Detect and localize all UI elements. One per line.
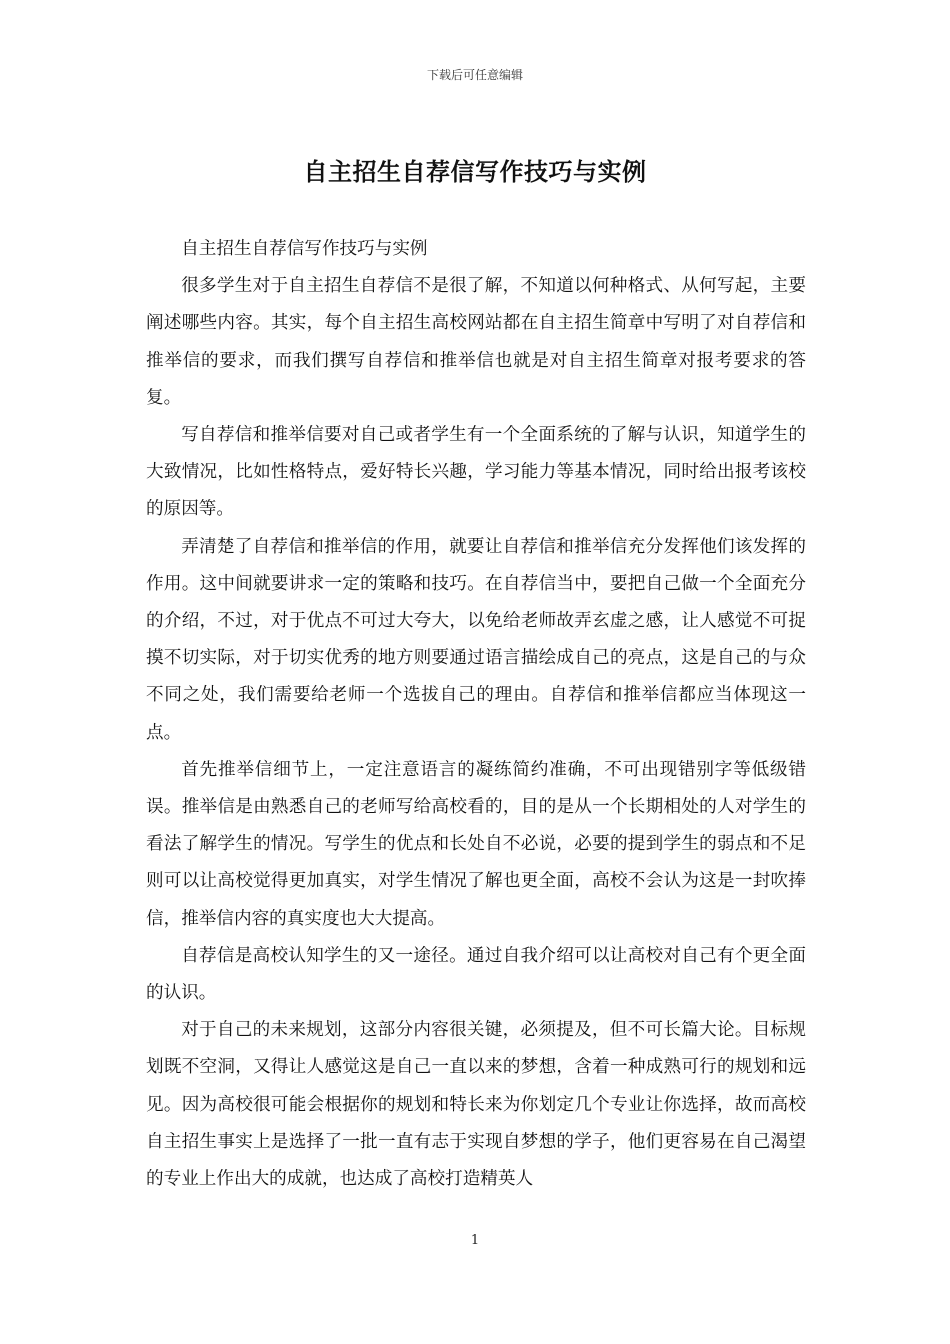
paragraph: 弄清楚了自荐信和推举信的作用，就要让自荐信和推举信充分发挥他们该发挥的作用。这中间就要讲求一定的策略和技巧。在自荐信当中，要把自己做一个全面充分的介绍，不过，对于优点不可过大夸大，以免给老师故弄玄虚之感，让人感觉不可捉摸不切实际，对于切实优秀的地方则要通过语言描绘成自己的亮点，这是自己的与众不同之处，我们需要给老师一个选拔自己的理由。自荐信和推举信都应当体现这一点。 xyxy=(146,536,806,743)
paragraph: 自荐信是高校认知学生的又一途径。通过自我介绍可以让高校对自己有个更全面的认识。 xyxy=(146,945,806,1004)
paragraph: 对于自己的未来规划，这部分内容很关键，必须提及，但不可长篇大论。目标规划既不空洞，又得让人感觉这是自己一直以来的梦想，含着一种成熟可行的规划和远见。因为高校很可能会根据你的规划和特长来为你划定几个专业让你选择，故而高校自主招生事实上是选择了一批一直有志于实现自梦想的学子，他们更容易在自己渴望的专业上作出大的成就，也达成了高校打造精英人 xyxy=(146,1020,806,1190)
paragraph: 首先推举信细节上，一定注意语言的凝练简约准确，不可出现错别字等低级错误。推举信是由熟悉自己的老师写给高校看的，目的是从一个长期相处的人对学生的看法了解学生的情况。写学生的优点和长处自不必说，必要的提到学生的弱点和不足则可以让高校觉得更加真实，对学生情况了解也更全面，高校不会认为这是一封吹捧信，推举信内容的真实度也大大提高。 xyxy=(146,759,806,929)
body-text xyxy=(146,231,806,1198)
page-number: 1 xyxy=(470,1233,480,1248)
paragraph-subtitle: 自主招生自荐信写作技巧与实例 xyxy=(181,239,428,259)
page-title: 自主招生自荐信写作技巧与实例 xyxy=(303,157,647,186)
header-note: 下载后可任意编辑 xyxy=(426,68,523,82)
paragraph: 写自荐信和推举信要对自己或者学生有一个全面系统的了解与认识，知道学生的大致情况，比如性格特点，爱好特长兴趣，学习能力等基本情况，同时给出报考该校的原因等。 xyxy=(146,425,806,520)
paragraph: 很多学生对于自主招生自荐信不是很了解，不知道以何种格式、从何写起，主要阐述哪些内容。其实，每个自主招生高校网站都在自主招生简章中写明了对自荐信和推举信的要求，而我们撰写自荐信和推举信也就是对自主招生简章对报考要求的答复。 xyxy=(146,276,806,408)
